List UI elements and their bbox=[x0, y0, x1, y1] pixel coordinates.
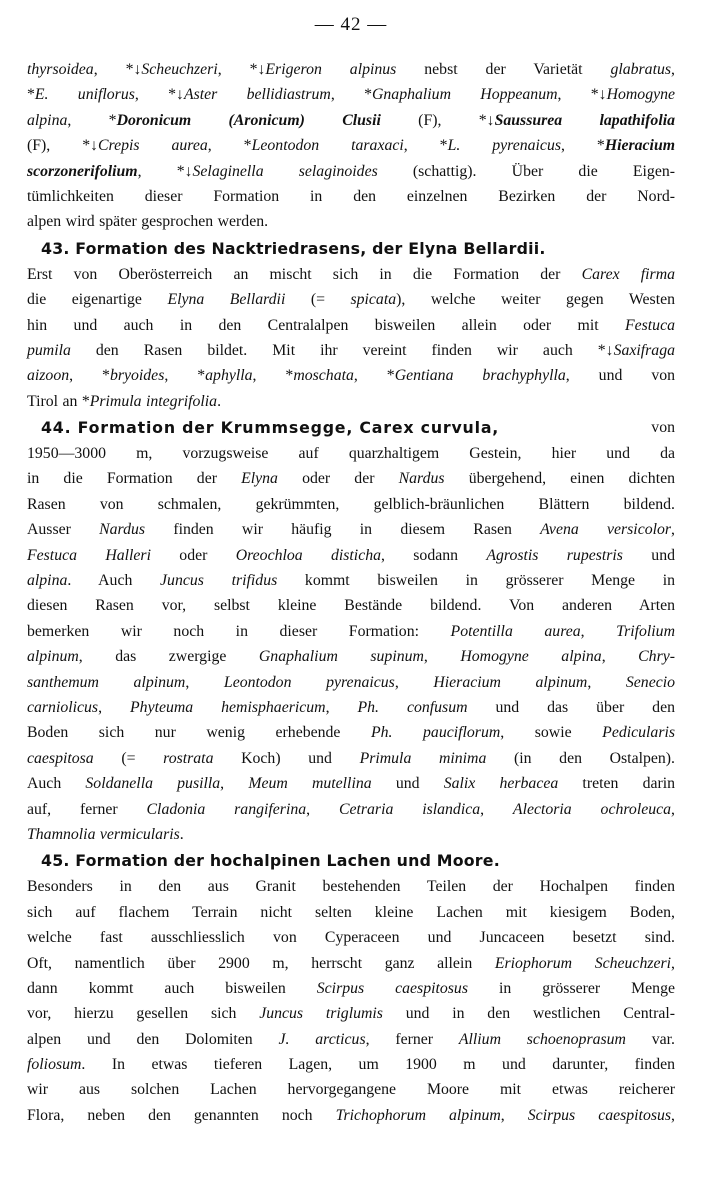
text-line: tümlichkeiten dieser Formation in den einzelnen Bezirken der Nord- bbox=[27, 187, 675, 205]
text-line: wir aus solchen Lachen hervorgegangene Moore mit etwas reicherer bbox=[27, 1081, 675, 1099]
text-line: Festuca Halleri oder Oreochloa disticha, sodann Agrostis rupestris und bbox=[27, 546, 675, 564]
section-heading bbox=[27, 235, 675, 262]
text-line: aizoon, *bryoides, *aphylla, *moschata, *Gentiana brachyphylla, und von bbox=[27, 367, 676, 385]
text-line: Oft, namentlich über 2900 m, herrscht ganz allein Eriophorum Scheuchzeri, bbox=[27, 954, 675, 972]
text-line: Thamnolia vermicularis. bbox=[27, 825, 184, 843]
body-text bbox=[27, 57, 675, 1128]
text-line: hin und auch in den Centralalpen bisweilen allein oder mit Festuca bbox=[27, 316, 675, 334]
text-line: Tirol an *Primula integrifolia. bbox=[27, 392, 222, 410]
text-line: diesen Rasen vor, selbst kleine Bestände bildend. Von anderen Arten bbox=[27, 597, 675, 615]
page-number: — 42 — bbox=[314, 14, 388, 35]
text-line: sich auf flachem Terrain nicht selten kleine Lachen mit kiesigem Boden, bbox=[27, 903, 675, 921]
section-heading-text: 45. Formation der hochalpinen Lachen und Moore. bbox=[41, 851, 500, 871]
text-line: thyrsoidea, *↓Scheuchzeri, *↓Erigeron alpinus nebst der Varietät glabratus, bbox=[27, 61, 675, 78]
text-line: Ausser Nardus finden wir häufig in diesem Rasen Avena versicolor, bbox=[27, 521, 675, 539]
text-line: Rasen von schmalen, gekrümmten, gelblich-bräunlichen Blättern bildend. bbox=[27, 495, 675, 513]
text-line: Flora, neben den genannten noch Trichophorum alpinum, Scirpus caespitosus, bbox=[27, 1106, 675, 1124]
text-line: Erst von Oberösterreich an mischt sich in die Formation der Carex firma bbox=[27, 265, 675, 283]
text-line: bemerken wir noch in dieser Formation: Potentilla aurea, Trifolium bbox=[27, 622, 675, 640]
text-line: welche fast ausschliesslich von Cyperaceen und Juncaceen besetzt sind. bbox=[27, 929, 675, 947]
text-line: Boden sich nur wenig erhebende Ph. pauciflorum, sowie Pedicularis bbox=[27, 724, 676, 742]
text-line: alpen wird später gesprochen werden. bbox=[27, 213, 269, 231]
section-heading-tail: von bbox=[651, 419, 675, 437]
text-line: *E. uniflorus, *↓Aster bellidiastrum, *Gnaphalium Hoppeanum, *↓Homogyne bbox=[27, 86, 676, 104]
text-line: alpina. Auch Juncus trifidus kommt bisweilen in grösserer Menge in bbox=[27, 572, 675, 590]
text-line: alpinum, das zwergige Gnaphalium supinum, Homogyne alpina, Chry- bbox=[27, 648, 675, 666]
text-line: Auch Soldanella pusilla, Meum mutellina und Salix herbacea treten darin bbox=[27, 775, 676, 793]
text-line: vor, hierzu gesellen sich Juncus triglumis und in den westlichen Central- bbox=[27, 1005, 675, 1023]
text-line: Besonders in den aus Granit bestehenden Teilen der Hochalpen finden bbox=[27, 878, 675, 896]
text-line: pumila den Rasen bildet. Mit ihr vereint finden wir auch *↓Saxifraga bbox=[27, 341, 675, 359]
text-line: alpen und den Dolomiten J. arcticus, ferner Allium schoenoprasum var. bbox=[27, 1030, 676, 1048]
text-line: scorzonerifolium, *↓Selaginella selaginoides (schattig). Über die Eigen- bbox=[27, 162, 675, 180]
text-line: die eigenartige Elyna Bellardii (= spicata), welche weiter gegen Westen bbox=[27, 291, 675, 309]
text-line: auf, ferner Cladonia rangiferina, Cetraria islandica, Alectoria ochroleuca, bbox=[27, 800, 675, 818]
text-line: in die Formation der Elyna oder der Nardus übergehend, einen dichten bbox=[27, 470, 676, 488]
text-line: 1950—3000 m, vorzugsweise auf quarzhaltigem Gestein, hier und da bbox=[27, 445, 675, 463]
text-line: carniolicus, Phyteuma hemisphaericum, Ph. confusum und das über den bbox=[27, 698, 675, 716]
text-line: santhemum alpinum, Leontodon pyrenaicus, Hieracium alpinum, Senecio bbox=[27, 673, 676, 691]
text-line: dann kommt auch bisweilen Scirpus caespitosus in grösserer Menge bbox=[27, 979, 675, 997]
text-line: foliosum. In etwas tieferen Lagen, um 1900 m und darunter, finden bbox=[27, 1056, 675, 1074]
section-heading bbox=[27, 414, 675, 441]
section-heading bbox=[27, 847, 675, 874]
text-line: alpina, *Doronicum (Aronicum) Clusii (F), *↓Saussurea lapathifolia bbox=[27, 111, 676, 129]
text-line: (F), *↓Crepis aurea, *Leontodon taraxaci, *L. pyrenaicus, *Hieracium bbox=[27, 137, 676, 155]
section-heading-text: 44. Formation der Krummsegge, Carex curvula, bbox=[41, 418, 500, 438]
text-line: caespitosa (= rostrata Koch) und Primula minima (in den Ostalpen). bbox=[27, 749, 675, 767]
section-heading-text: 43. Formation des Nacktriedrasens, der Elyna Bellardii. bbox=[41, 238, 546, 258]
